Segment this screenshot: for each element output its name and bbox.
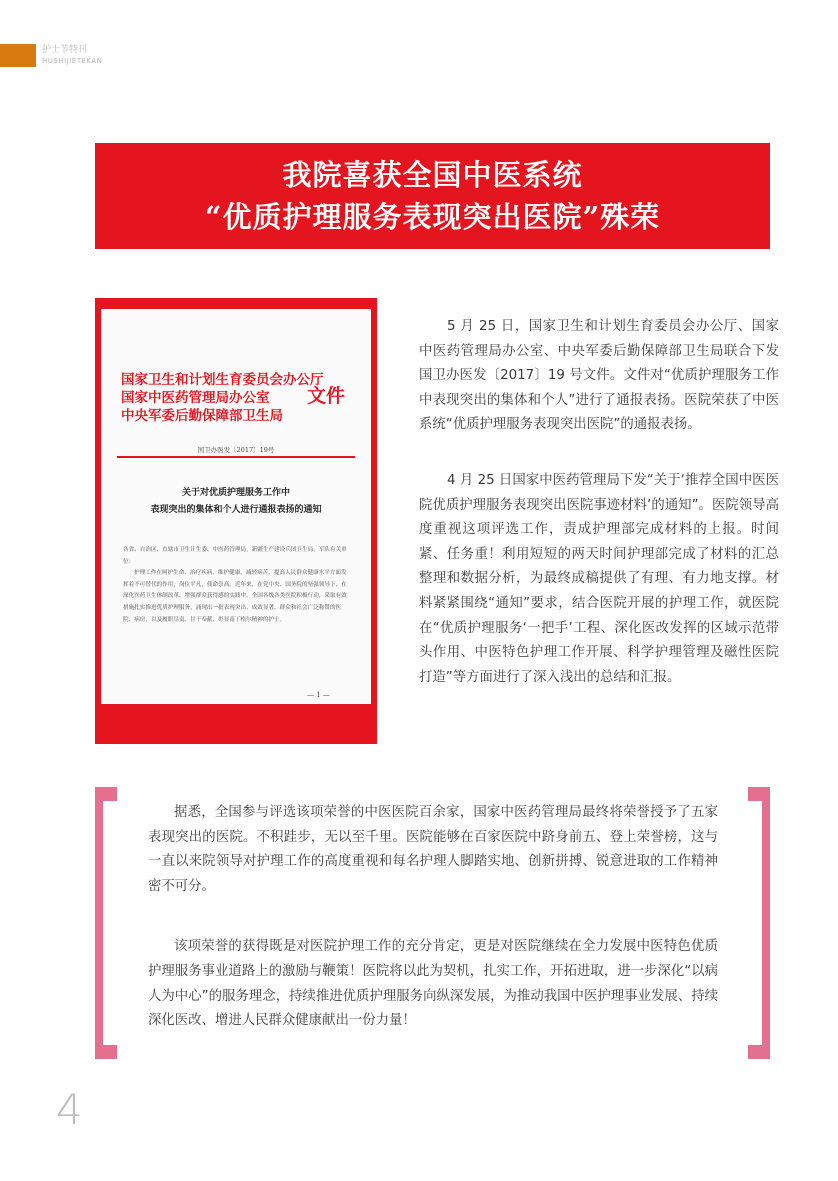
document-body — [123, 545, 351, 626]
article-title-banner — [95, 143, 770, 249]
document-body-para-1: 各省、自治区、直辖市卫生计生委、中医药管理局，新疆生产建设兵团卫生局，军队有关单位： — [123, 547, 347, 565]
magazine-name-en: HUSHIJIETEKAN — [42, 57, 103, 65]
title-line-2: “优质护理服务表现突出医院”殊荣 — [204, 200, 661, 234]
document-page-mark: — 1 — — [307, 691, 330, 699]
header-color-bar — [0, 44, 36, 67]
document-subject-line-2: 表现突出的集体和个人进行通报表扬的通知 — [150, 505, 322, 515]
issuer-line-1: 国家卫生和计划生育委员会办公厅 — [121, 372, 324, 388]
issuer-line-2: 国家中医药管理局办公室 — [121, 390, 270, 406]
document-wenjian-label: 文件 — [307, 385, 346, 407]
highlight-quote-box — [95, 787, 770, 1059]
article-body — [419, 315, 779, 721]
issuer-line-3: 中央军委后勤保障部卫生局 — [121, 408, 283, 424]
document-number: 国卫办医发〔2017〕19号 — [197, 446, 275, 454]
quote-paragraph-1: 据悉，全国参与评选该项荣誉的中医医院百余家，国家中医药管理局最终将荣誉授予了五家表现突出的医院。不积跬步，无以至千里。医院能够在百家医院中跻身前五、登上荣誉榜，这与一直以来院领导对护理工作的高度重视和每名护理人脚踏实地、创新拼搏、锐意进取的工作精神密不可分。 — [148, 805, 718, 894]
magazine-name-cn: 护士节特刊 — [42, 45, 88, 55]
official-document-image — [95, 298, 377, 744]
article-paragraph-2: 4 月 25 日国家中医药管理局下发“关于‘推荐全国中医医院优质护理服务表现突出医院事迹材料’的通知”。医院领导高度重视这项评选工作，责成护理部完成材料的上报。时间紧、任务重！利用短短的两天时间护理部完成了材料的汇总整理和数据分析，为最终成稿提供了有理、有力地支撑。材料紧紧围绕“通知”要求，结合医院开展的护理工作，就医院在“优质护理服务‘一把手’工程、深化医改发挥的区域示范带头作用、中医特色护理工作开展、科学护理管理及磁性医院打造”等方面进行了深入浅出的总结和汇报。 — [419, 472, 779, 685]
left-bracket — [95, 787, 117, 1059]
article-paragraph-1: 5 月 25 日，国家卫生和计划生育委员会办公厅、国家中医药管理局办公室、中央军委后勤保障部卫生局联合下发国卫办医发〔2017〕19 号文件。文件对“优质护理服务工作中表现突出的集体和个人”进行了通报表扬。医院荣获了中医系统“优质护理服务表现突出医院”的通报表扬。 — [419, 319, 779, 433]
page-number: 4 — [56, 1085, 83, 1134]
right-bracket — [748, 787, 770, 1059]
document-page — [101, 309, 371, 704]
document-subject-line-1: 关于对优质护理服务工作中 — [181, 488, 290, 498]
document-issuers — [121, 371, 356, 425]
document-body-para-2: 护理工作在呵护生命、治疗疾病、维护健康、减轻病苦、提高人民群众健康水平方面发挥着不可替代的作用，岗位平凡，使命崇高。近年来，在党中央、国务院的坚强领导下，在深化医药卫生体制改革、增强群众获得感的实践中，全国各级各类医院积极行动，采取有效措施扎实推进优质护理服务，涌现出一批表现突出、成效显著、群众和社会广泛称赞的医院、病房，以及履职尽责、甘于奉献、彰显南丁格尔精神的护士。 — [123, 570, 347, 623]
document-red-rule — [117, 456, 355, 458]
quote-paragraph-2: 该项荣誉的获得既是对医院护理工作的充分肯定，更是对医院继续在全力发展中医特色优质护理服务事业道路上的激励与鞭策！医院将以此为契机，扎实工作，开拓进取，进一步深化“以病人为中心”的服务理念，持续推进优质护理服务向纵深发展，为推动我国中医护理事业发展、持续深化医改、增进人民群众健康献出一份力量！ — [148, 939, 718, 1029]
title-line-1: 我院喜获全国中医系统 — [282, 158, 583, 192]
quote-text — [148, 801, 718, 1070]
